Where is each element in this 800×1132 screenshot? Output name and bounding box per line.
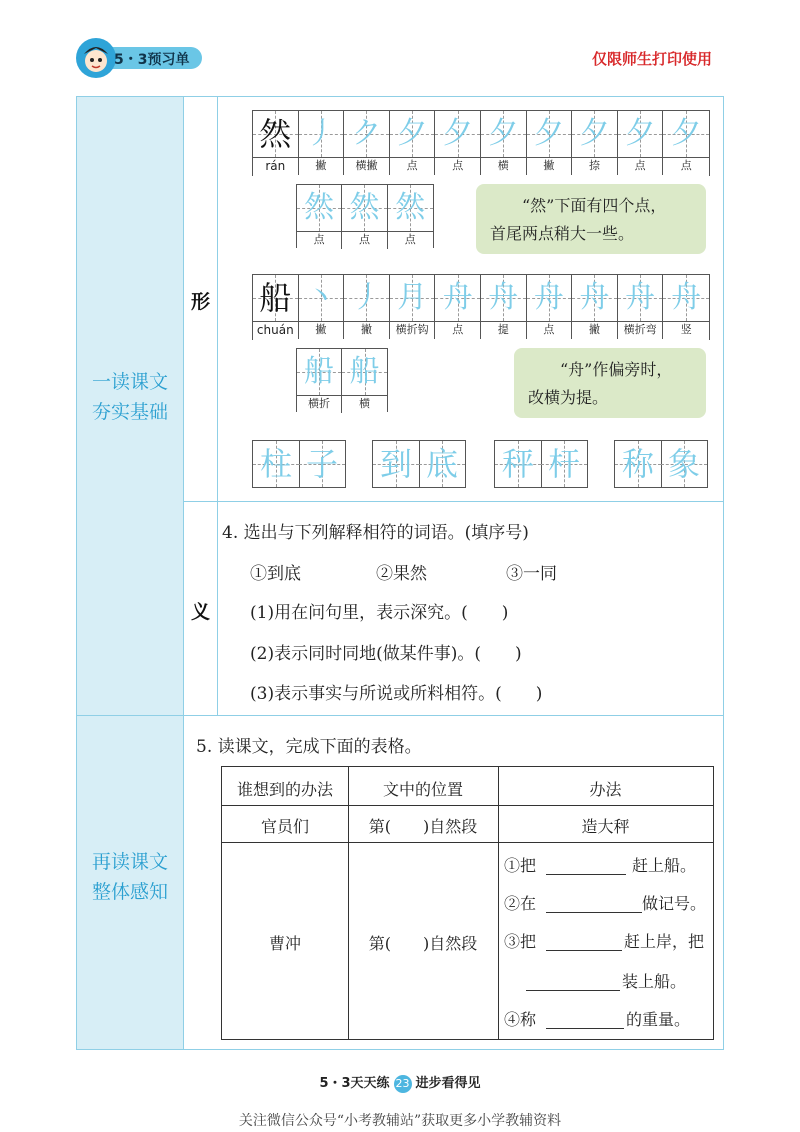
q4-item-1[interactable]: (1)用在问句里，表示深究。( )	[250, 603, 509, 623]
section-2-title-line2: 整体感知	[91, 881, 168, 903]
q5-step3-end: 装上船。	[622, 972, 687, 991]
ran-stroke-order-continued	[296, 184, 434, 248]
word-char: 子	[305, 445, 338, 483]
stroke-cell	[618, 275, 664, 321]
q5-row2-where[interactable]: 第( )自然段	[368, 934, 478, 953]
stroke-glyph: 舟	[671, 280, 702, 315]
word-box	[614, 440, 708, 488]
word-char-cell	[253, 441, 300, 487]
stroke-cell	[663, 275, 709, 321]
category-meaning: 义	[191, 601, 211, 623]
stroke-name-label: 横	[481, 157, 527, 175]
stroke-cell	[344, 275, 390, 321]
stroke-name-label: 捺	[572, 157, 618, 175]
q4-option-2: ②果然	[376, 564, 427, 584]
stroke-glyph: 夕	[533, 116, 564, 151]
stroke-glyph: 夕	[488, 116, 519, 151]
mascot-icon	[76, 38, 116, 78]
word-char-cell	[373, 441, 420, 487]
section-1-title-line1: 一读课文	[91, 371, 168, 393]
stroke-cell	[481, 275, 527, 321]
chuan-note	[514, 348, 706, 418]
word-char-cell	[541, 441, 587, 487]
main-character: 然	[259, 115, 292, 153]
stroke-name-label: 点	[342, 231, 387, 249]
page-number: 23	[394, 1075, 412, 1093]
stroke-glyph: 舟	[579, 280, 610, 315]
stroke-name-label: 撇	[299, 157, 345, 175]
q4-item-2[interactable]: (2)表示同时同地(做某件事)。( )	[250, 644, 522, 664]
stroke-cell	[390, 111, 436, 157]
stroke-cell	[663, 111, 709, 157]
q5-step1-blank[interactable]	[546, 873, 626, 875]
q5-row1-how: 造大秤	[581, 817, 630, 836]
word-char: 称	[621, 445, 654, 483]
ran-stroke-order	[252, 110, 710, 176]
stroke-glyph: 丿	[351, 280, 382, 315]
q5-step2-blank[interactable]	[546, 911, 642, 913]
q5-row1-where[interactable]: 第( )自然段	[368, 817, 478, 836]
stroke-glyph: 舟	[442, 280, 473, 315]
word-char: 底	[425, 445, 458, 483]
stroke-cell	[572, 111, 618, 157]
stroke-glyph: 舟	[488, 280, 519, 315]
footer-right: 进步看得见	[415, 1076, 481, 1091]
stroke-name-label: 横撇	[344, 157, 390, 175]
footer	[0, 1072, 800, 1093]
footer-left: 5・3天天练	[319, 1076, 390, 1091]
stroke-cell	[435, 111, 481, 157]
stroke-name-label: 点	[390, 157, 436, 175]
stroke-cell	[299, 111, 345, 157]
stroke-cell	[481, 111, 527, 157]
category-form: 形	[191, 291, 211, 313]
word-char: 象	[667, 445, 700, 483]
stroke-name-label: 点	[297, 231, 342, 249]
stroke-name-label: 撇	[299, 321, 345, 339]
ran-note-line1: “然”下面有四个点，	[522, 196, 667, 215]
q5-header-who: 谁想到的办法	[236, 780, 333, 799]
word-box	[372, 440, 466, 488]
q5-header-how: 办法	[589, 780, 622, 799]
main-character-cell	[253, 275, 299, 321]
q5-row1-who: 官员们	[260, 817, 309, 836]
stroke-glyph: 夕	[579, 116, 610, 151]
stroke-name-label: 横折弯	[618, 321, 664, 339]
stroke-glyph: 月	[397, 280, 428, 315]
stroke-cell	[527, 111, 573, 157]
chuan-note-line1: “舟”作偏旁时，	[560, 360, 673, 379]
word-char: 到	[379, 445, 412, 483]
q5-step3-blank-2[interactable]	[526, 989, 620, 991]
q5-step3-blank-1[interactable]	[546, 949, 622, 951]
print-notice: 仅限师生打印使用	[592, 50, 713, 68]
stroke-glyph: 丿	[305, 116, 336, 151]
stroke-glyph: 然	[395, 190, 426, 225]
pinyin-label: chuán	[253, 321, 299, 339]
header-badge-text: 5・3预习单	[114, 52, 190, 68]
stroke-cell	[390, 275, 436, 321]
q4-option-3: ③一同	[506, 564, 557, 584]
stroke-cell	[527, 275, 573, 321]
stroke-name-label: 撇	[527, 157, 573, 175]
stroke-cell	[572, 275, 618, 321]
stroke-name-label: 点	[680, 159, 692, 172]
stroke-glyph: 夕	[442, 116, 473, 151]
stroke-name-label: 撇	[572, 321, 618, 339]
stroke-glyph: 船	[349, 354, 380, 389]
stroke-name-label: 撇	[344, 321, 390, 339]
word-char: 秤	[501, 445, 534, 483]
section-1-title	[77, 367, 183, 427]
stroke-name-label: 点	[435, 157, 481, 175]
q5-step4-start: ④称	[504, 1010, 537, 1029]
q5-step4-blank[interactable]	[546, 1027, 624, 1029]
q4-item-3[interactable]: (3)表示事实与所说或所料相符。( )	[250, 684, 543, 704]
stroke-name-label: 横	[359, 397, 370, 410]
q4-option-1: ①到底	[250, 564, 301, 584]
section-2-title	[77, 847, 183, 907]
chuan-stroke-order	[252, 274, 710, 340]
stroke-cell	[342, 349, 387, 395]
stroke-glyph: 然	[349, 190, 380, 225]
q5-step3-start: ③把	[504, 932, 537, 951]
stroke-glyph: 然	[304, 190, 335, 225]
stroke-glyph: 夕	[625, 116, 656, 151]
word-box	[494, 440, 588, 488]
stroke-cell	[297, 349, 342, 395]
stroke-glyph: 舟	[533, 280, 564, 315]
stroke-cell	[299, 275, 345, 321]
word-char-cell	[495, 441, 542, 487]
q5-step4-end: 的重量。	[626, 1010, 691, 1029]
stroke-name-label: 竖	[680, 323, 692, 336]
q5-step2-end: 做记号。	[642, 894, 707, 913]
section-1-title-line2: 夯实基础	[91, 401, 168, 423]
watermark-text: 关注微信公众号“小考教辅站”获取更多小学教辅资料	[238, 1113, 562, 1129]
stroke-cell	[435, 275, 481, 321]
stroke-cell	[297, 185, 342, 231]
stroke-cell	[388, 185, 433, 231]
stroke-glyph: 夕	[397, 116, 428, 151]
q5-prompt: 5. 读课文，完成下面的表格。	[196, 737, 422, 757]
q5-row2-who: 曹冲	[268, 934, 301, 953]
main-character-cell	[253, 111, 299, 157]
word-char: 杆	[547, 445, 580, 483]
word-char-cell	[419, 441, 465, 487]
stroke-glyph: 夕	[671, 116, 702, 151]
q5-step3-mid: 赶上岸，把	[624, 932, 705, 951]
word-char-cell	[299, 441, 345, 487]
section-2-title-line1: 再读课文	[91, 851, 168, 873]
stroke-name-label: 横折钩	[390, 321, 436, 339]
stroke-glyph: 船	[304, 354, 334, 389]
q4-prompt: 4. 选出与下列解释相符的词语。(填序号)	[222, 523, 529, 543]
ran-note	[476, 184, 706, 254]
stroke-glyph: 丶	[305, 280, 336, 315]
q5-step1-end: 赶上船。	[632, 856, 697, 875]
stroke-name-label: 点	[527, 321, 573, 339]
pinyin-label: rán	[253, 157, 299, 175]
stroke-cell	[344, 111, 390, 157]
stroke-name-label: 提	[481, 321, 527, 339]
main-character: 船	[259, 279, 292, 317]
stroke-name-label: 横折	[297, 395, 342, 413]
chuan-note-line2: 改横为提。	[528, 388, 609, 407]
word-char: 柱	[259, 445, 292, 483]
q5-step2-start: ②在	[504, 894, 537, 913]
q5-step1-start: ①把	[504, 856, 537, 875]
stroke-glyph: 舟	[625, 280, 656, 315]
stroke-name-label: 点	[435, 321, 481, 339]
stroke-cell	[618, 111, 664, 157]
stroke-glyph: ク	[351, 116, 382, 151]
q5-table	[221, 766, 714, 1040]
stroke-name-label: 点	[618, 157, 664, 175]
word-box	[252, 440, 346, 488]
chuan-stroke-order-continued	[296, 348, 388, 412]
word-char-cell	[661, 441, 707, 487]
stroke-name-label: 点	[404, 233, 416, 246]
q5-header-where: 文中的位置	[382, 780, 463, 799]
stroke-cell	[342, 185, 387, 231]
ran-note-line2: 首尾两点稍大一些。	[490, 224, 635, 243]
word-char-cell	[615, 441, 662, 487]
